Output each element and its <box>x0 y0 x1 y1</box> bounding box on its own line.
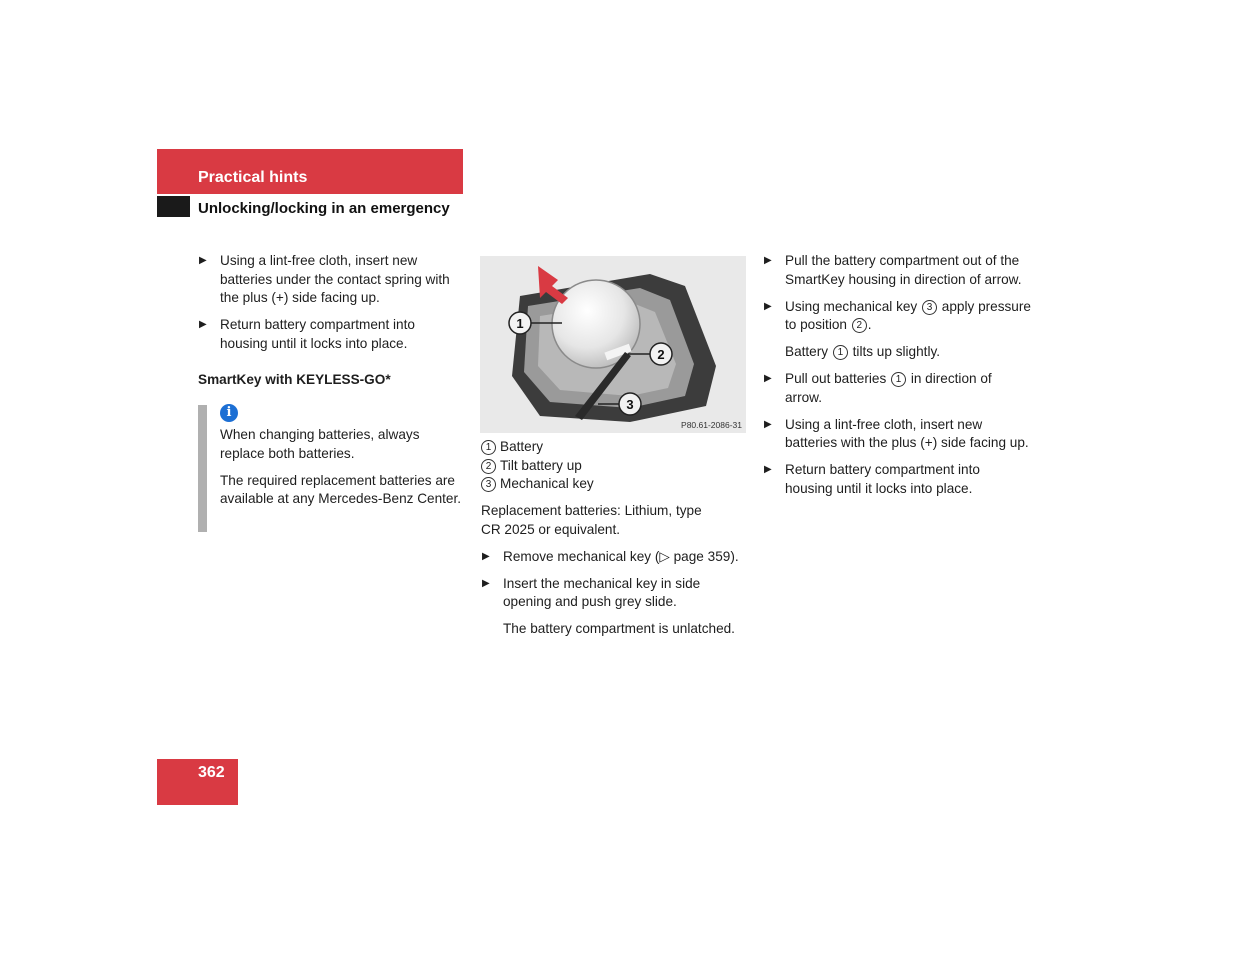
legend-item <box>481 475 749 494</box>
smartkey-battery-figure <box>480 256 746 433</box>
legend-number: 2 <box>481 459 496 474</box>
column-3 <box>763 252 1031 507</box>
legend-label: Battery <box>500 439 544 454</box>
page-number: 362 <box>198 764 225 781</box>
subsection-title: Unlocking/locking in an emergency <box>198 200 450 217</box>
figure-legend <box>481 438 749 494</box>
replacement-batteries-info <box>481 502 749 539</box>
step-text: Using mechanical key <box>785 298 918 314</box>
inline-number: 3 <box>922 300 937 315</box>
instruction-step <box>763 252 1031 289</box>
note-text: When changing batteries, always replace both batteries. <box>220 427 420 461</box>
legend-label: Mechanical key <box>500 476 594 491</box>
figure-code: P80.61-2086-31 <box>681 420 742 430</box>
step-text: Pull out batteries <box>785 371 887 386</box>
step-result <box>763 343 1031 362</box>
bullet-arrow-icon: ▶ <box>764 464 772 475</box>
legend-number: 1 <box>481 440 496 455</box>
section-title: Practical hints <box>198 169 308 186</box>
bullet-arrow-icon: ▶ <box>199 319 207 330</box>
note-bar <box>198 405 207 532</box>
smartkey-illustration <box>480 256 746 433</box>
bullet-arrow-icon: ▶ <box>764 373 772 384</box>
inline-number: 1 <box>833 345 848 360</box>
info-icon: i <box>220 404 238 422</box>
bullet-arrow-icon: ▶ <box>764 300 772 312</box>
step-text: in direction of arrow. <box>785 371 992 405</box>
bullet-arrow-icon: ▶ <box>764 255 772 266</box>
inline-number: 1 <box>891 372 906 387</box>
legend-number: 3 <box>481 477 496 492</box>
legend-item <box>481 438 749 457</box>
callout-2: 2 <box>657 347 665 362</box>
legend-label: Tilt battery up <box>500 457 582 473</box>
subheading-keyless-go: SmartKey with KEYLESS-GO* <box>198 372 391 387</box>
step-result: The battery compartment is unlatched. <box>503 621 735 636</box>
column-2 <box>481 438 749 647</box>
bullet-arrow-icon: ▶ <box>482 550 490 562</box>
callout-1: 1 <box>516 316 524 331</box>
info-note <box>198 405 466 532</box>
bullet-arrow-icon: ▶ <box>764 418 772 430</box>
bullet-arrow-icon: ▶ <box>482 577 490 589</box>
instruction-step <box>198 252 466 308</box>
instruction-step <box>763 461 1031 498</box>
note-text: The required replacement batteries are available at any Mercedes-Benz Center. <box>220 472 462 506</box>
step-text: Pull the battery compartment out of the SmartKey housing in direction of arrow. <box>785 253 1022 287</box>
instruction-step <box>763 416 1031 453</box>
step-text: apply pressure to position <box>785 298 1031 332</box>
callout-3: 3 <box>626 397 634 412</box>
step-text: Using a lint-free cloth, insert new batteries with the plus (+) side facing up. <box>785 416 1029 450</box>
replacement-text: Replacement batteries: Lithium, type <box>481 503 702 518</box>
step-text: . <box>867 317 872 332</box>
step-text: Return battery compartment into housing until it locks into place. <box>220 317 415 351</box>
result-text: Battery <box>785 344 829 359</box>
step-text: Using a lint-free cloth, insert new batteries under the contact spring with the plus (+) side facing up. <box>220 253 450 305</box>
legend-item <box>481 457 749 476</box>
instruction-step <box>763 298 1031 335</box>
subsection-marker <box>157 196 190 217</box>
inline-number: 2 <box>852 318 867 333</box>
instruction-step <box>763 370 1031 407</box>
instruction-step <box>481 548 749 567</box>
result-text: tilts up slightly. <box>852 344 941 359</box>
column-1 <box>198 252 466 398</box>
replacement-text: CR 2025 or equivalent. <box>481 521 621 537</box>
step-text: Remove mechanical key (▷ page 359). <box>503 548 739 564</box>
step-text: Return battery compartment into housing until it locks into place. <box>785 462 980 496</box>
instruction-step <box>481 575 749 612</box>
step-text: Insert the mechanical key in side opening and push grey slide. <box>503 575 701 609</box>
bullet-arrow-icon: ▶ <box>199 255 207 266</box>
instruction-step <box>198 316 466 353</box>
